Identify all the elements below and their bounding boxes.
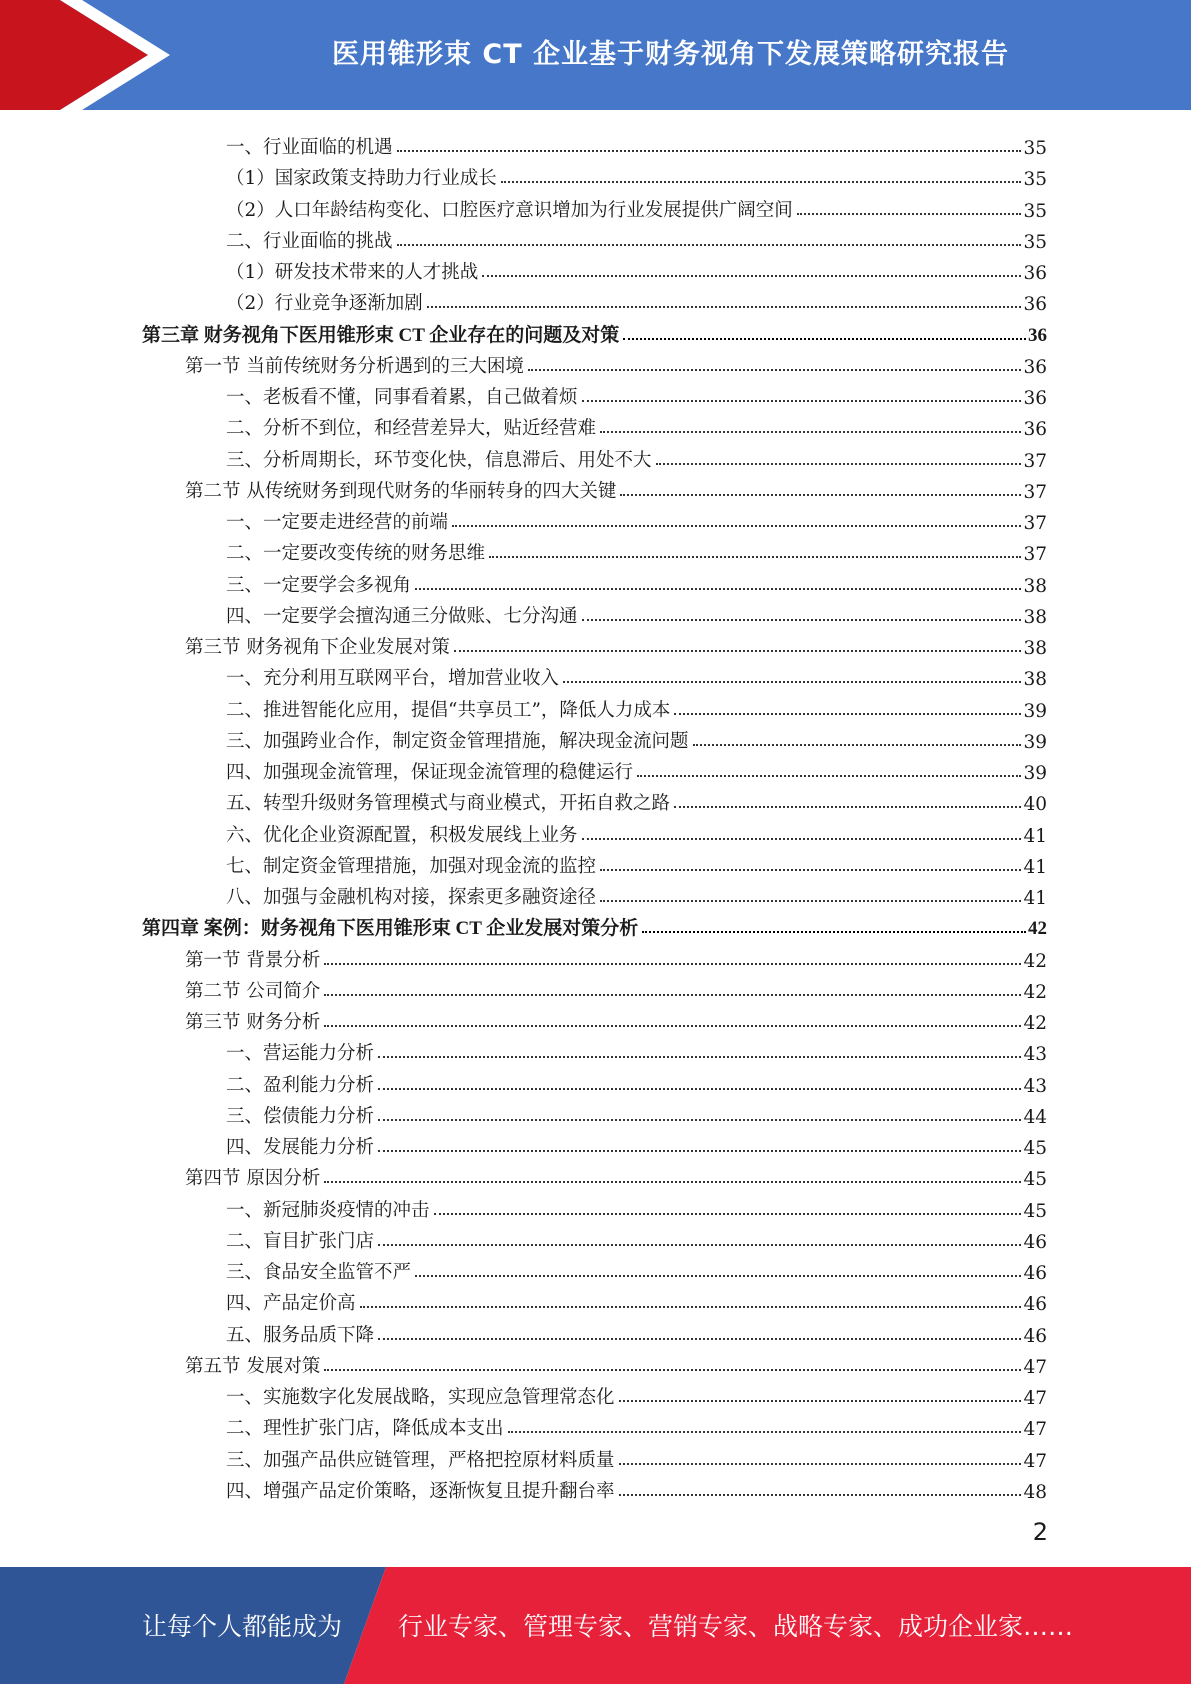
toc-entry-label: 第三节 财务分析 [185,1012,321,1033]
toc-entry-label: 二、一定要改变传统的财务思维 [226,543,486,565]
toc-entry-page: 38 [1023,575,1047,597]
toc-entry-label: （1）研发技术带来的人才挑战 [226,262,479,283]
toc-subsection-entry[interactable] [226,222,1047,253]
toc-entry-page: 35 [1023,138,1047,159]
toc-entry-label: 二、盈利能力分析 [226,1074,375,1096]
toc-entry-page: 39 [1023,700,1047,722]
toc-entry-label: 第四章 案例：财务视角下医用锥形束 CT 企业发展对策分析 [142,918,639,940]
toc-entry-page: 37 [1023,544,1047,566]
toc-entry-page: 46 [1023,1231,1047,1253]
toc-subsection-entry[interactable] [226,159,1047,190]
toc-chapter-entry[interactable] [142,909,1047,940]
toc-entry-label: 七、制定资金管理措施，加强对现金流的监控 [226,855,597,877]
toc-entry-page: 44 [1023,1106,1047,1128]
toc-entry-label: 第三章 财务视角下医用锥形束 CT 企业存在的问题及对策 [142,324,620,346]
toc-entry-page: 42 [1023,981,1047,1003]
toc-section-entry[interactable] [185,347,1047,378]
toc-entry-page: 42 [1028,918,1047,940]
page-number: 2 [1032,1518,1048,1546]
footer-slogan-left: 让每个人都能成为 [142,1612,343,1641]
toc-entry-page: 35 [1023,169,1047,191]
toc-entry-label: 四、加强现金流管理，保证现金流管理的稳健运行 [226,762,634,783]
toc-entry-page: 43 [1023,1075,1047,1097]
toc-entry-page: 39 [1023,763,1047,784]
toc-entry-page: 35 [1023,200,1047,222]
toc-entry-page: 45 [1023,1138,1047,1159]
toc-entry-label: 六、优化企业资源配置，积极发展线上业务 [226,824,578,846]
toc-subsection-entry[interactable] [226,284,1047,315]
toc-entry-label: 第一节 当前传统财务分析遇到的三大困境 [185,355,524,377]
toc-leader-dots [674,805,1021,808]
toc-leader-dots [324,1180,1021,1183]
toc-subsection-entry[interactable] [226,1034,1047,1065]
toc-leader-dots [434,1212,1022,1215]
toc-entry-label: 第三节 财务视角下企业发展对策 [185,637,450,658]
toc-entry-page: 47 [1023,1450,1047,1472]
toc-entry-page: 46 [1023,1263,1047,1284]
toc-subsection-entry[interactable] [226,1409,1047,1440]
toc-entry-label: 二、理性扩张门店，降低成本支出 [226,1418,504,1440]
toc-entry-label: 三、分析周期长，环节变化快，信息滞后、用处不大 [226,449,652,471]
toc-subsection-entry[interactable] [226,441,1047,472]
toc-leader-dots [693,743,1022,746]
toc-entry-label: 二、推进智能化应用，提倡“共享员工”，降低人力成本 [226,699,671,721]
toc-leader-dots [452,524,1021,527]
toc-leader-dots [582,618,1022,621]
toc-section-entry[interactable] [185,1159,1047,1190]
toc-subsection-entry[interactable] [226,659,1047,690]
toc-subsection-entry[interactable] [226,847,1047,878]
toc-entry-label: 一、实施数字化发展战略，实现应急管理常态化 [226,1387,615,1408]
toc-entry-page: 38 [1023,669,1047,691]
toc-entry-page: 37 [1023,481,1047,503]
toc-leader-dots [378,1243,1021,1246]
toc-entry-page: 45 [1023,1169,1047,1191]
toc-entry-label: 三、加强产品供应链管理，严格把控原材料质量 [226,1449,615,1471]
toc-subsection-entry[interactable] [226,253,1047,284]
toc-entry-page: 39 [1023,731,1047,753]
toc-leader-dots [378,1337,1021,1340]
toc-subsection-entry[interactable] [226,753,1047,784]
toc-leader-dots [360,1305,1022,1308]
toc-entry-page: 38 [1023,638,1047,659]
toc-subsection-entry[interactable] [226,378,1047,409]
toc-subsection-entry[interactable] [226,1253,1047,1284]
toc-entry-label: 二、行业面临的挑战 [226,230,393,252]
toc-entry-label: 四、增强产品定价策略，逐渐恢复且提升翻台率 [226,1480,615,1502]
toc-subsection-entry[interactable] [226,1441,1047,1472]
toc-leader-dots [508,1430,1022,1433]
toc-leader-dots [378,1149,1021,1152]
toc-leader-dots [324,1368,1021,1371]
toc-entry-label: （2）人口年龄结构变化、口腔医疗意识增加为行业发展提供广阔空间 [226,199,793,221]
page-header [0,0,1191,110]
toc-entry-label: 第二节 公司简介 [185,980,321,1002]
toc-subsection-entry[interactable] [226,1066,1047,1097]
toc-entry-page: 37 [1023,450,1047,472]
toc-leader-dots [619,1399,1022,1402]
toc-leader-dots [797,212,1022,215]
toc-entry-page: 36 [1028,324,1047,346]
toc-entry-page: 36 [1023,388,1047,409]
toc-entry-label: 一、一定要走进经营的前端 [226,512,449,533]
toc-entry-page: 46 [1023,1294,1047,1316]
toc-leader-dots [600,868,1021,871]
toc-leader-dots [637,774,1021,777]
toc-entry-page: 38 [1023,606,1047,628]
toc-leader-dots [489,555,1021,558]
toc-entry-page: 48 [1023,1481,1047,1503]
toc-entry-label: （1）国家政策支持助力行业成长 [226,168,497,190]
toc-entry-label: 三、加强跨业合作，制定资金管理措施，解决现金流问题 [226,730,689,752]
toc-entry-label: 第一节 背景分析 [185,949,321,971]
toc-entry-label: 第四节 原因分析 [185,1168,321,1190]
toc-leader-dots [600,899,1021,902]
toc-subsection-entry[interactable] [226,1378,1047,1409]
toc-subsection-entry[interactable] [226,1472,1047,1503]
toc-entry-label: 三、偿债能力分析 [226,1105,375,1127]
toc-entry-label: 一、行业面临的机遇 [226,137,393,158]
toc-entry-page: 41 [1023,888,1047,909]
toc-subsection-entry[interactable] [226,1316,1047,1347]
toc-entry-page: 47 [1023,1356,1047,1378]
toc-subsection-entry[interactable] [226,1222,1047,1253]
toc-entry-page: 37 [1023,513,1047,534]
page-footer [0,1567,1191,1684]
toc-entry-label: 三、一定要学会多视角 [226,574,412,596]
toc-section-entry[interactable] [185,941,1047,972]
toc-entry-page: 36 [1023,263,1047,284]
toc-subsection-entry[interactable] [226,1128,1047,1159]
toc-entry-page: 40 [1023,794,1047,816]
toc-entry-label: 四、一定要学会擅沟通三分做账、七分沟通 [226,605,578,627]
toc-subsection-entry[interactable] [226,1097,1047,1128]
toc-leader-dots [397,243,1022,246]
toc-entry-label: 一、充分利用互联网平台，增加营业收入 [226,668,560,690]
toc-entry-page: 36 [1023,356,1047,378]
toc-entry-label: 三、食品安全监管不严 [226,1262,412,1283]
toc-entry-label: 第五节 发展对策 [185,1355,321,1377]
toc-entry-page: 36 [1023,419,1047,441]
toc-leader-dots [482,274,1021,277]
footer-slogan-right: 行业专家、管理专家、营销专家、战略专家、成功企业家…… [398,1612,1074,1641]
toc-subsection-entry[interactable] [226,878,1047,909]
toc-leader-dots [619,1462,1022,1465]
toc-subsection-entry[interactable] [226,503,1047,534]
toc-entry-label: （2）行业竞争逐渐加剧 [226,293,423,315]
toc-entry-page: 35 [1023,231,1047,253]
toc-leader-dots [582,399,1022,402]
toc-leader-dots [415,1274,1021,1277]
toc-subsection-entry[interactable] [226,1284,1047,1315]
toc-leader-dots [378,1055,1021,1058]
toc-entry-page: 43 [1023,1044,1047,1066]
toc-entry-page: 45 [1023,1200,1047,1222]
toc-section-entry[interactable] [185,1347,1047,1378]
toc-entry-label: 五、服务品质下降 [226,1324,375,1346]
toc-leader-dots [528,368,1022,371]
toc-leader-dots [619,1493,1022,1496]
toc-subsection-entry[interactable] [226,534,1047,565]
toc-section-entry[interactable] [185,972,1047,1003]
toc-subsection-entry[interactable] [226,691,1047,722]
toc-leader-dots [324,993,1021,996]
toc-leader-dots [378,1118,1021,1121]
toc-entry-label: 四、发展能力分析 [226,1137,375,1158]
toc-entry-label: 一、营运能力分析 [226,1043,375,1065]
toc-section-entry[interactable] [185,472,1047,503]
toc-entry-label: 八、加强与金融机构对接，探索更多融资途径 [226,887,597,908]
toc-entry-label: 五、转型升级财务管理模式与商业模式，开拓自救之路 [226,793,671,815]
toc-leader-dots [620,493,1021,496]
toc-subsection-entry[interactable] [226,191,1047,222]
header-title: 医用锥形束 CT 企业基于财务视角下发展策略研究报告 [331,39,1010,70]
toc-leader-dots [501,180,1022,183]
toc-entry-label: 第二节 从传统财务到现代财务的华丽转身的四大关键 [185,480,617,502]
toc-entry-label: 一、新冠肺炎疫情的冲击 [226,1199,430,1221]
toc-chapter-entry[interactable] [142,316,1047,347]
toc-entry-page: 47 [1023,1419,1047,1441]
toc-entry-page: 41 [1023,825,1047,847]
toc-section-entry[interactable] [185,628,1047,659]
toc-leader-dots [378,1087,1021,1090]
toc-leader-dots [454,649,1022,652]
toc-leader-dots [623,337,1026,340]
toc-subsection-entry[interactable] [226,128,1047,159]
toc-leader-dots [324,962,1021,965]
toc-entry-page: 36 [1023,294,1047,316]
toc-entry-label: 二、分析不到位，和经营差异大，贴近经营难 [226,418,597,440]
toc-subsection-entry[interactable] [226,566,1047,597]
toc-subsection-entry[interactable] [226,409,1047,440]
toc-section-entry[interactable] [185,1003,1047,1034]
toc-subsection-entry[interactable] [226,784,1047,815]
toc-leader-dots [324,1024,1021,1027]
toc-entry-label: 一、老板看不懂，同事看着累，自己做着烦 [226,387,578,408]
toc-subsection-entry[interactable] [226,1191,1047,1222]
toc-leader-dots [642,930,1026,933]
toc-leader-dots [674,712,1021,715]
toc-entry-page: 42 [1023,1013,1047,1034]
toc-leader-dots [427,305,1022,308]
toc-entry-page: 41 [1023,856,1047,878]
toc-leader-dots [563,680,1021,683]
toc-leader-dots [415,587,1021,590]
toc-entry-label: 四、产品定价高 [226,1293,356,1315]
toc-leader-dots [397,149,1022,152]
toc-leader-dots [582,837,1022,840]
toc-subsection-entry[interactable] [226,597,1047,628]
toc-entry-page: 46 [1023,1325,1047,1347]
toc-entry-page: 47 [1023,1388,1047,1409]
toc-entry-page: 42 [1023,950,1047,972]
toc-entry-label: 二、盲目扩张门店 [226,1230,375,1252]
toc-leader-dots [600,430,1021,433]
toc-subsection-entry[interactable] [226,816,1047,847]
toc-leader-dots [656,462,1022,465]
toc-subsection-entry[interactable] [226,722,1047,753]
